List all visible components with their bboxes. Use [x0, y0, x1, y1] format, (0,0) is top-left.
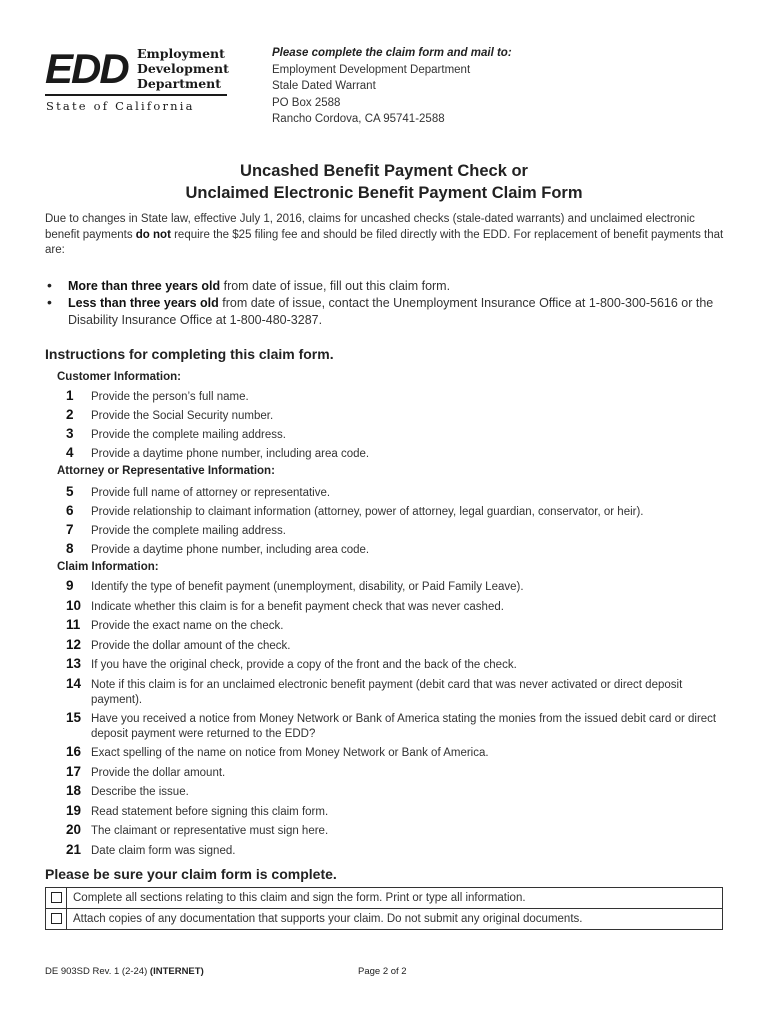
mailing-line: Employment Development Department	[272, 63, 471, 76]
step-number: 15	[66, 710, 82, 725]
instruction-step	[66, 524, 726, 539]
instruction-step	[66, 390, 726, 405]
instruction-step	[66, 824, 726, 839]
form-number	[45, 966, 204, 977]
edd-logo-text	[137, 46, 229, 91]
instruction-step	[66, 746, 726, 761]
bullet-emphasis: More than three years old	[68, 279, 221, 293]
section-label-claim: Claim Information:	[57, 561, 159, 573]
instruction-step	[66, 486, 726, 501]
logo-rule	[45, 94, 227, 96]
instruction-step	[66, 447, 726, 462]
instruction-step	[66, 428, 726, 443]
step-text: Indicate whether this claim is for a benefit payment check that was never cashed.	[91, 601, 504, 613]
step-text: The claimant or representative must sign here.	[91, 825, 329, 837]
form-title-line-2: Unclaimed Electronic Benefit Payment Claim Form	[185, 184, 583, 202]
instructions-heading: Instructions for completing this claim form.	[45, 346, 334, 362]
mailing-line: Rancho Cordova, CA 95741-2588	[272, 113, 445, 125]
section-label-attorney: Attorney or Representative Information:	[57, 465, 275, 477]
checklist-item-text: Complete all sections relating to this claim and sign the form. Print or type all information.	[67, 888, 723, 909]
bullet-text: from date of issue, fill out this claim form.	[220, 279, 451, 293]
step-number: 20	[66, 822, 82, 837]
checklist-heading: Please be sure your claim form is complete.	[45, 866, 337, 882]
instruction-step	[66, 600, 726, 615]
step-number: 17	[66, 764, 82, 779]
step-number: 10	[66, 598, 82, 613]
bullet-emphasis: Less than three years old	[68, 296, 219, 310]
intro-text: Due to changes in State law, effective July 1, 2016, claims for uncashed checks (stale-dated warrants) and unclaimed electronic benefit payments	[45, 213, 695, 241]
instruction-step	[66, 785, 726, 800]
step-text: Provide relationship to claimant information (attorney, power of attorney, legal guardian, conservator, or heir).	[91, 506, 644, 518]
intro-emphasis: do not	[135, 228, 171, 241]
step-number: 7	[66, 522, 74, 537]
instruction-step	[66, 639, 726, 654]
page-number: Page 2 of 2	[358, 966, 407, 977]
instruction-step	[66, 543, 726, 558]
step-number: 19	[66, 803, 82, 818]
step-text: Provide a daytime phone number, including area code.	[91, 544, 370, 556]
step-text: Describe the issue.	[91, 786, 189, 798]
intro-text: require the $25 filing fee and should be filed directly with the EDD. For replacement of benefit payments that are:	[45, 228, 724, 256]
replacement-bullets	[45, 278, 735, 329]
logo-line-development: Development	[137, 61, 229, 76]
intro-paragraph	[45, 212, 725, 259]
step-text: Provide the Social Security number.	[91, 410, 274, 422]
form-tag: (INTERNET)	[149, 966, 204, 977]
instruction-step	[66, 580, 726, 595]
checkbox-cell[interactable]	[46, 888, 67, 909]
mailing-heading: Please complete the claim form and mail to:	[272, 47, 512, 59]
step-number: 21	[66, 842, 82, 857]
section-label-customer: Customer Information:	[57, 371, 181, 383]
step-text: Provide the dollar amount of the check.	[91, 640, 291, 652]
step-text: Provide the complete mailing address.	[91, 525, 286, 537]
instruction-step	[66, 805, 726, 820]
step-text: Provide the complete mailing address.	[91, 429, 286, 441]
step-text: Exact spelling of the name on notice from Money Network or Bank of America.	[91, 747, 489, 759]
step-number: 18	[66, 783, 82, 798]
step-number: 9	[66, 578, 74, 593]
edd-logo-mark: EDD	[45, 45, 128, 92]
instruction-step	[66, 409, 726, 424]
step-number: 11	[66, 617, 81, 632]
instruction-step	[66, 766, 726, 781]
step-number: 1	[66, 388, 74, 403]
instruction-step	[66, 619, 726, 634]
step-text: Date claim form was signed.	[91, 845, 236, 857]
checkbox-cell[interactable]	[46, 909, 67, 930]
edd-logo	[45, 44, 230, 116]
step-number: 2	[66, 407, 74, 422]
mailing-address-block	[272, 45, 512, 128]
step-text: Have you received a notice from Money Network or Bank of America stating the monies from the issued debit card or direct deposit payment were returned to the EDD?	[91, 713, 717, 740]
step-number: 14	[66, 676, 82, 691]
mailing-line: Stale Dated Warrant	[272, 80, 376, 92]
step-number: 13	[66, 656, 82, 671]
mailing-line: PO Box 2588	[272, 96, 341, 109]
step-number: 4	[66, 445, 74, 460]
bullet-item	[45, 295, 735, 329]
checkbox[interactable]	[51, 913, 62, 924]
bullet-text: from date of issue, contact the Unemployment Insurance Office at 1-800-300-5616 or the Disability Insurance Office at 1-800-480-3287.	[68, 296, 714, 327]
logo-state: State of California	[46, 99, 195, 113]
step-text: Provide the exact name on the check.	[91, 620, 284, 632]
step-number: 5	[66, 484, 74, 499]
logo-line-department: Department	[137, 76, 222, 91]
step-number: 8	[66, 541, 74, 556]
checklist-item-text: Attach copies of any documentation that supports your claim. Do not submit any original documents.	[67, 909, 723, 930]
step-text: If you have the original check, provide a copy of the front and the back of the check.	[91, 659, 517, 671]
step-number: 16	[66, 744, 82, 759]
instruction-step	[66, 505, 726, 520]
completion-checklist	[45, 887, 723, 930]
instruction-step	[66, 712, 726, 742]
checklist-row	[46, 888, 723, 909]
instruction-step	[66, 658, 726, 673]
instruction-step	[66, 678, 726, 708]
step-text: Note if this claim is for an unclaimed electronic benefit payment (debit card that was never activated or direct deposit payment).	[91, 679, 683, 706]
form-id: DE 903SD Rev. 1 (2-24)	[45, 966, 148, 977]
step-number: 3	[66, 426, 74, 441]
step-number: 12	[66, 637, 82, 652]
step-text: Read statement before signing this claim form.	[91, 806, 329, 818]
instruction-step	[66, 844, 726, 859]
logo-line-employment: Employment	[137, 46, 225, 61]
checkbox[interactable]	[51, 892, 62, 903]
step-text: Identify the type of benefit payment (unemployment, disability, or Paid Family Leave).	[91, 581, 524, 593]
step-text: Provide a daytime phone number, including area code.	[91, 448, 370, 460]
bullet-item	[45, 278, 735, 295]
step-text: Provide the dollar amount.	[91, 767, 226, 779]
step-text: Provide the person’s full name.	[91, 391, 249, 403]
form-title-line-1: Uncashed Benefit Payment Check or	[240, 162, 528, 180]
checklist-row	[46, 909, 723, 930]
step-text: Provide full name of attorney or representative.	[91, 487, 331, 499]
step-number: 6	[66, 503, 74, 518]
